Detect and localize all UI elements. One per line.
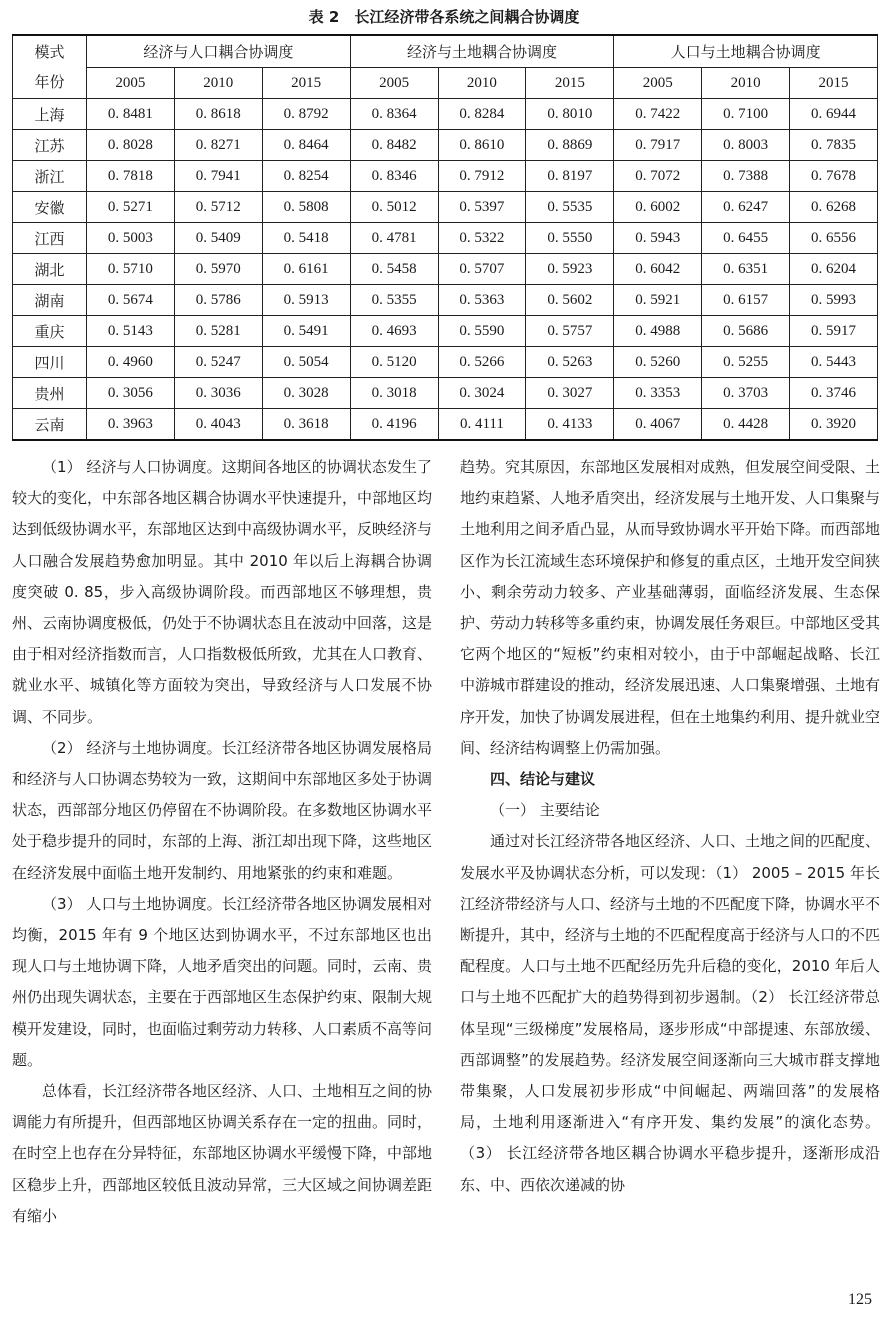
region-cell: 安徽	[13, 192, 87, 223]
value-cell: 0. 5712	[174, 192, 262, 223]
value-cell: 0. 3703	[702, 378, 790, 409]
year-header-cell: 2010	[438, 68, 526, 99]
value-cell: 0. 5757	[526, 316, 614, 347]
value-cell: 0. 5917	[790, 316, 878, 347]
value-cell: 0. 6161	[262, 254, 350, 285]
year-header-cell: 2015	[790, 68, 878, 99]
value-cell: 0. 4067	[614, 409, 702, 441]
year-header-row	[13, 68, 878, 99]
value-cell: 0. 5255	[702, 347, 790, 378]
table-row	[13, 223, 878, 254]
value-cell: 0. 7917	[614, 130, 702, 161]
value-cell: 0. 8869	[526, 130, 614, 161]
value-cell: 0. 3024	[438, 378, 526, 409]
value-cell: 0. 3027	[526, 378, 614, 409]
corner-label-mode: 模式	[34, 43, 65, 61]
region-cell: 云南	[13, 409, 87, 441]
value-cell: 0. 6556	[790, 223, 878, 254]
value-cell: 0. 6247	[702, 192, 790, 223]
year-header-cell: 2005	[87, 68, 175, 99]
value-cell: 0. 4111	[438, 409, 526, 441]
paragraph-econ-land: （2） 经济与土地协调度。长江经济带各地区协调发展格局和经济与人口协调态势较为一致，这期间中东部地区多处于协调状态，西部部分地区仍停留在不协调阶段。在多数地区协调水平处于稳步提升的同时，东部的上海、浙江却出现下降，这些地区在经济发展中面临土地开发制约、用地紧张的约束和难题。	[12, 738, 433, 882]
value-cell: 0. 5550	[526, 223, 614, 254]
value-cell: 0. 3018	[350, 378, 438, 409]
value-cell: 0. 4133	[526, 409, 614, 441]
value-cell: 0. 7100	[702, 99, 790, 130]
value-cell: 0. 5355	[350, 285, 438, 316]
paragraph-overall: 总体看，长江经济带各地区经济、人口、土地相互之间的协调能力有所提升，但西部地区协调关系存在一定的扭曲。同时，在时空上也存在分异特征，东部地区协调水平缓慢下降，中部地区稳步上升，西部地区较低且波动异常，三大区域之间协调差距有缩小	[12, 1082, 433, 1225]
left-column	[12, 452, 432, 1232]
value-cell: 0. 5602	[526, 285, 614, 316]
value-cell: 0. 8346	[350, 161, 438, 192]
table-body	[13, 99, 878, 441]
value-cell: 0. 7835	[790, 130, 878, 161]
value-cell: 0. 8364	[350, 99, 438, 130]
paragraph-econ-pop: （1） 经济与人口协调度。这期间各地区的协调状态发生了较大的变化，中东部各地区耦合协调水平快速提升，中部地区均达到低级协调水平，东部地区达到中高级协调水平，反映经济与人口融合发展趋势愈加明显。其中 2010 年以后上海耦合协调度突破 0. 85，步入高级协调阶段。而西部地区不够理想，贵州、云南协调度极低，仍处于不协调状态且在波动中回落，这是由于相对经济指数而言，人口指数极低所致，尤其在人口教育、就业水平、城镇化等方面较为突出，导致经济与人口发展不协调、不同步。	[12, 458, 433, 726]
value-cell: 0. 8197	[526, 161, 614, 192]
table-row	[13, 161, 878, 192]
paragraph-pop-land: （3） 人口与土地协调度。长江经济带各地区协调发展相对均衡，2015 年有 9 个地区达到协调水平，不过东部地区也出现人口与土地协调下降，人地矛盾突出的问题。同时，云南、贵州仍出现失调状态，主要在于西部地区生态保护约束、限制大规模开发建设，同时，也面临过剩劳动力转移、人口素质不高等问题。	[12, 894, 433, 1069]
value-cell: 0. 5271	[87, 192, 175, 223]
value-cell: 0. 8028	[87, 130, 175, 161]
value-cell: 0. 7422	[614, 99, 702, 130]
value-cell: 0. 5263	[526, 347, 614, 378]
value-cell: 0. 8003	[702, 130, 790, 161]
value-cell: 0. 5808	[262, 192, 350, 223]
group-header-pop-land: 人口与土地耦合协调度	[614, 35, 878, 68]
value-cell: 0. 4781	[350, 223, 438, 254]
value-cell: 0. 8610	[438, 130, 526, 161]
value-cell: 0. 7072	[614, 161, 702, 192]
region-cell: 重庆	[13, 316, 87, 347]
year-header-cell: 2005	[614, 68, 702, 99]
subsection-heading: （一） 主要结论	[490, 801, 600, 820]
value-cell: 0. 3056	[87, 378, 175, 409]
value-cell: 0. 7912	[438, 161, 526, 192]
value-cell: 0. 5535	[526, 192, 614, 223]
value-cell: 0. 5247	[174, 347, 262, 378]
region-cell: 湖北	[13, 254, 87, 285]
value-cell: 0. 5418	[262, 223, 350, 254]
value-cell: 0. 6042	[614, 254, 702, 285]
value-cell: 0. 4988	[614, 316, 702, 347]
value-cell: 0. 5970	[174, 254, 262, 285]
year-header-cell: 2015	[262, 68, 350, 99]
value-cell: 0. 8792	[262, 99, 350, 130]
region-cell: 贵州	[13, 378, 87, 409]
paragraph-continued: 趋势。究其原因，东部地区发展相对成熟，但发展空间受限、土地约束趋紧、人地矛盾突出，经济发展与土地开发、人口集聚与土地利用之间矛盾凸显，从而导致协调水平开始下降。而西部地区作为长江流域生态环境保护和修复的重点区，土地开发空间狭小、剩余劳动力较多、产业基础薄弱，面临经济发展、生态保护、劳动力转移等多重约束，协调发展任务艰巨。中部地区受其它两个地区的“短板”约束相对较小，由于中部崛起战略、长江中游城市群建设的推动，经济发展迅速、人口集聚增强、土地有序开发，加快了协调发展进程，但在土地集约利用、提升就业空间、经济结构调整上仍需加强。	[460, 458, 881, 757]
value-cell: 0. 5674	[87, 285, 175, 316]
value-cell: 0. 5921	[614, 285, 702, 316]
year-header-cell: 2010	[174, 68, 262, 99]
value-cell: 0. 5443	[790, 347, 878, 378]
value-cell: 0. 8464	[262, 130, 350, 161]
value-cell: 0. 8284	[438, 99, 526, 130]
region-cell: 湖南	[13, 285, 87, 316]
table-row	[13, 409, 878, 441]
value-cell: 0. 5590	[438, 316, 526, 347]
group-header-econ-pop: 经济与人口耦合协调度	[87, 35, 351, 68]
value-cell: 0. 5710	[87, 254, 175, 285]
year-header-cell: 2015	[526, 68, 614, 99]
value-cell: 0. 5993	[790, 285, 878, 316]
region-cell: 四川	[13, 347, 87, 378]
value-cell: 0. 8010	[526, 99, 614, 130]
value-cell: 0. 5003	[87, 223, 175, 254]
value-cell: 0. 4196	[350, 409, 438, 441]
value-cell: 0. 3618	[262, 409, 350, 441]
table-caption: 表 2 长江经济带各系统之间耦合协调度	[308, 8, 580, 26]
value-cell: 0. 5409	[174, 223, 262, 254]
value-cell: 0. 6455	[702, 223, 790, 254]
corner-label-year: 年份	[34, 73, 65, 91]
value-cell: 0. 6002	[614, 192, 702, 223]
value-cell: 0. 5012	[350, 192, 438, 223]
section-heading: 四、结论与建议	[490, 770, 596, 789]
year-header-cell: 2005	[350, 68, 438, 99]
value-cell: 0. 6268	[790, 192, 878, 223]
value-cell: 0. 5943	[614, 223, 702, 254]
region-cell: 江苏	[13, 130, 87, 161]
table-row	[13, 285, 878, 316]
page-number: 125	[848, 1291, 872, 1308]
value-cell: 0. 7388	[702, 161, 790, 192]
table-row	[13, 316, 878, 347]
value-cell: 0. 7678	[790, 161, 878, 192]
value-cell: 0. 5491	[262, 316, 350, 347]
value-cell: 0. 3963	[87, 409, 175, 441]
table-row	[13, 192, 878, 223]
value-cell: 0. 5686	[702, 316, 790, 347]
value-cell: 0. 4960	[87, 347, 175, 378]
value-cell: 0. 5923	[526, 254, 614, 285]
value-cell: 0. 5120	[350, 347, 438, 378]
right-column	[460, 452, 880, 1201]
value-cell: 0. 3036	[174, 378, 262, 409]
value-cell: 0. 5266	[438, 347, 526, 378]
value-cell: 0. 5260	[614, 347, 702, 378]
table-row	[13, 254, 878, 285]
value-cell: 0. 5397	[438, 192, 526, 223]
year-header-cell: 2010	[702, 68, 790, 99]
value-cell: 0. 8481	[87, 99, 175, 130]
value-cell: 0. 5913	[262, 285, 350, 316]
value-cell: 0. 8254	[262, 161, 350, 192]
value-cell: 0. 6204	[790, 254, 878, 285]
value-cell: 0. 8271	[174, 130, 262, 161]
value-cell: 0. 5281	[174, 316, 262, 347]
value-cell: 0. 3920	[790, 409, 878, 441]
table-row	[13, 347, 878, 378]
value-cell: 0. 4428	[702, 409, 790, 441]
value-cell: 0. 6944	[790, 99, 878, 130]
region-cell: 江西	[13, 223, 87, 254]
value-cell: 0. 7818	[87, 161, 175, 192]
group-header-econ-land: 经济与土地耦合协调度	[350, 35, 614, 68]
value-cell: 0. 5458	[350, 254, 438, 285]
value-cell: 0. 4693	[350, 316, 438, 347]
value-cell: 0. 6351	[702, 254, 790, 285]
region-cell: 上海	[13, 99, 87, 130]
table-row	[13, 378, 878, 409]
table-row	[13, 130, 878, 161]
table-row	[13, 99, 878, 130]
value-cell: 0. 5322	[438, 223, 526, 254]
value-cell: 0. 3746	[790, 378, 878, 409]
paragraph-conclusions: 通过对长江经济带各地区经济、人口、土地之间的匹配度、发展水平及协调状态分析，可以发现：（1） 2005 – 2015 年长江经济带经济与人口、经济与土地的不匹配度下降，协调水平不断提升，其中，经济与土地的不匹配程度高于经济与人口的不匹配程度。人口与土地不匹配经历先升后稳的变化，2010 年后人口与土地不匹配扩大的趋势得到初步遏制。（2） 长江经济带总体呈现“三级梯度”发展格局，逐步形成“中部提速、东部放缓、西部调整”的发展趋势。经济发展空间逐渐向三大城市群支撑地带集聚，人口发展初步形成“中间崛起、两端回落”的发展格局，土地利用逐渐进入“有序开发、集约发展”的演化态势。（3） 长江经济带各地区耦合协调水平稳步提升，逐渐形成沿东、中、西依次递减的协	[460, 832, 881, 1194]
value-cell: 0. 5707	[438, 254, 526, 285]
value-cell: 0. 5363	[438, 285, 526, 316]
value-cell: 0. 7941	[174, 161, 262, 192]
value-cell: 0. 8618	[174, 99, 262, 130]
value-cell: 0. 5786	[174, 285, 262, 316]
value-cell: 0. 3028	[262, 378, 350, 409]
coupling-table	[12, 34, 878, 441]
value-cell: 0. 5143	[87, 316, 175, 347]
value-cell: 0. 4043	[174, 409, 262, 441]
region-cell: 浙江	[13, 161, 87, 192]
value-cell: 0. 8482	[350, 130, 438, 161]
value-cell: 0. 5054	[262, 347, 350, 378]
value-cell: 0. 6157	[702, 285, 790, 316]
value-cell: 0. 3353	[614, 378, 702, 409]
table-corner-header	[13, 35, 87, 99]
